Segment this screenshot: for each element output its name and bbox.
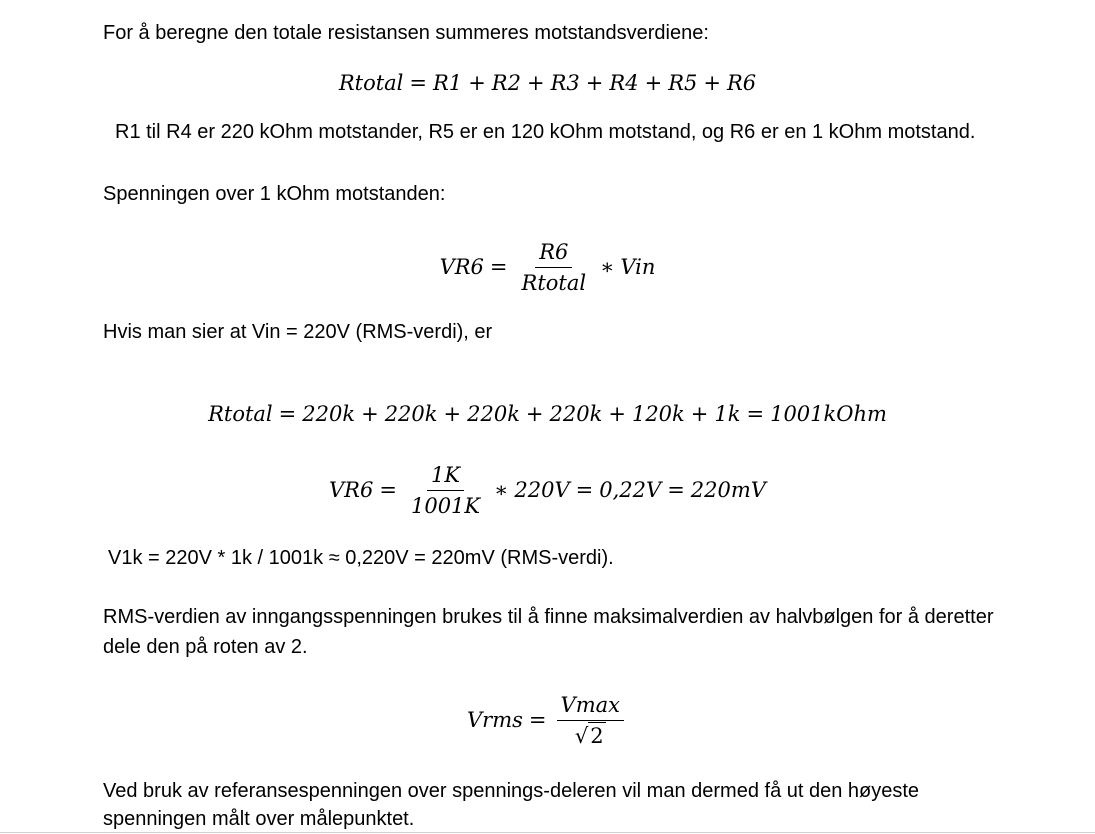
page-bottom-divider [0,832,1095,833]
eq2-fraction [518,237,591,298]
eq1-term: R3 [550,71,580,95]
eq3-term: 1k [714,402,741,426]
eq3-term: 120k [631,402,685,426]
paragraph-voltage-heading: Spenningen over 1 kOhm motstanden: [103,183,446,205]
eq3-plus: + [443,402,462,426]
eq5-radicand: 2 [590,724,604,748]
eq3-term: 220k [302,402,356,426]
eq1-term: R2 [491,71,521,95]
eq2-equals: = [489,255,508,279]
eq4-lhs: VR6 [329,478,374,502]
eq5-equals: = [528,708,547,732]
equation-vrms [0,684,1095,756]
eq4-fraction [407,460,484,521]
eq4-result2: 220mV [690,478,766,502]
eq1-plus: + [644,71,663,95]
eq1-term: R5 [668,71,698,95]
eq3-term: 220k [384,402,438,426]
eq1-term: R6 [726,71,757,95]
paragraph-resistor-values: R1 til R4 er 220 kOhm motstander, R5 er en 120 kOhm motstand, og R6 er en 1 kOhm motstand. [115,121,976,143]
eq2-times: ∗ [600,255,615,279]
eq4-equals: = [667,478,685,502]
eq3-plus: + [525,402,544,426]
eq5-fraction [557,690,624,751]
paragraph-conclusion-line2: spenningen målt over målepunktet. [103,808,415,830]
eq5-denominator [571,721,610,751]
eq3-lhs: Rtotal [208,402,273,426]
eq3-term: 220k [549,402,603,426]
eq3-term: 220k [467,402,520,426]
eq4-denominator: 1001K [410,493,481,518]
eq3-plus: + [608,402,626,426]
eq2-numerator: R6 [535,237,572,268]
eq1-term: R4 [609,71,639,95]
radical-sign-icon: √ [574,723,589,748]
paragraph-vin-assumption: Hvis man sier at Vin = 220V (RMS-verdi), er [103,321,493,343]
equation-rtotal-numeric [0,397,1095,431]
eq2-lhs: VR6 [439,255,484,279]
eq3-result: 1001kOhm [770,402,887,426]
eq4-numerator: 1K [427,460,464,491]
paragraph-conclusion-line1: Ved bruk av referansespenningen over spennings-deleren vil man dermed få ut den høyeste [103,780,920,802]
equation-vr6-numeric [0,455,1095,525]
paragraph-rms-line1: RMS-verdien av inngangsspenningen brukes til å finne maksimalverdien av halvbølgen for å deretter [103,606,994,628]
eq1-plus: + [703,71,721,95]
eq2-factor: Vin [620,255,656,279]
eq2-denominator: Rtotal [521,270,587,295]
eq1-equals: = [409,71,427,95]
eq1-lhs: Rtotal [338,71,404,95]
eq1-plus: + [526,71,545,95]
eq4-result1: 0,22V [599,478,662,502]
eq1-plus: + [468,71,486,95]
paragraph-rms-line2: dele den på roten av 2. [103,636,308,658]
eq4-times: ∗ [494,478,509,502]
eq3-plus: + [361,402,379,426]
eq3-equals: = [746,402,765,426]
eq4-equals: = [575,478,594,502]
eq5-lhs: Vrms [467,708,523,732]
eq5-numerator: Vmax [557,690,624,721]
eq1-plus: + [585,71,604,95]
square-root [575,721,606,751]
eq3-plus: + [690,402,709,426]
paragraph-intro: For å beregne den totale resistansen summeres motstandsverdiene: [103,22,709,44]
equation-vr6-symbolic [0,232,1095,302]
equation-rtotal-symbolic [0,66,1095,100]
paragraph-v1k-calc: V1k = 220V * 1k / 1001k ≈ 0,220V = 220mV (RMS-verdi). [108,547,614,569]
eq4-factor: 220V [514,478,570,502]
eq1-term: R1 [433,71,463,95]
eq4-equals: = [379,478,397,502]
eq3-equals: = [278,402,297,426]
